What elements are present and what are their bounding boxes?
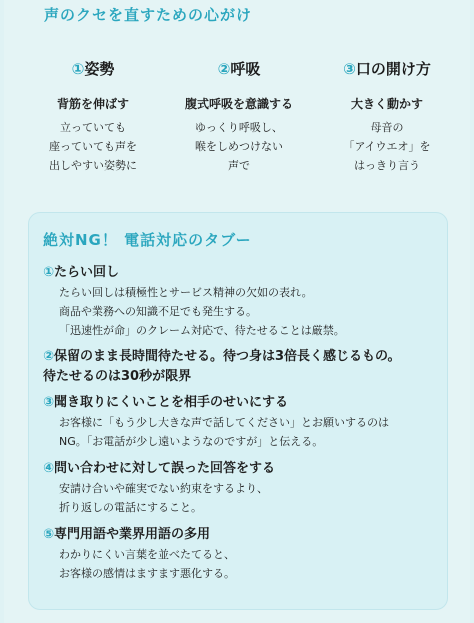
item-body: 安請け合いや確実でない約束をするより、 折り返しの電話にすること。 <box>59 482 268 514</box>
tip-body: 立っていても 座っていても声を 出しやすい姿勢に <box>49 121 137 172</box>
item-heading: 聞き取りにくいことを相手のせいにする <box>54 395 289 410</box>
item-body: お客様に「もう少し大きな声で話してください」とお願いするのは NG。「お電話が少し遠いようなのですが」と伝える。 <box>59 416 389 448</box>
tip-subtitle: 背筋を伸ばす <box>56 97 129 111</box>
tip-breathing <box>164 58 314 175</box>
item-heading: 保留のまま長時間待たせる。待つ身は3倍長く感じるもの。 待たせるのは30秒が限界 <box>43 349 401 384</box>
tip-mouth <box>312 58 462 175</box>
item-number: ④ <box>43 461 55 476</box>
ng-item <box>43 525 443 583</box>
ng-item <box>43 393 443 451</box>
tip-subtitle: 大きく動かす <box>350 97 423 111</box>
tip-number: ① <box>71 60 85 78</box>
item-body: わかりにくい言葉を並べたてると、 お客様の感情はますます悪化する。 <box>59 548 235 580</box>
item-number: ② <box>43 349 55 364</box>
item-number: ③ <box>43 395 55 410</box>
item-body: たらい回しは積極性とサービス精神の欠如の表れ。 商品や業務への知識不足でも発生する。 「迅速性が命」のクレーム対応で、待たせることは厳禁。 <box>59 286 345 337</box>
tip-body: 母音の 「アイウエオ」を はっきり言う <box>343 121 431 172</box>
tip-number: ③ <box>343 60 356 78</box>
ng-title: 絶対NG！ 電話対応のタブー <box>43 231 252 249</box>
page-title: 声のクセを直すための心がけ <box>44 6 253 24</box>
tip-posture <box>18 58 168 175</box>
item-number: ① <box>43 265 55 280</box>
ng-box <box>28 212 448 610</box>
item-heading: たらい回し <box>54 265 120 280</box>
item-heading: 問い合わせに対して誤った回答をする <box>54 461 276 476</box>
item-number: ⑤ <box>43 527 55 542</box>
tip-label: 姿勢 <box>84 60 115 78</box>
tip-number: ② <box>217 60 231 78</box>
tip-label: 口の開け方 <box>355 60 431 78</box>
tip-body: ゆっくり呼吸し、 喉をしめつけない 声で <box>195 121 283 172</box>
item-heading: 専門用語や業界用語の多用 <box>54 527 211 542</box>
ng-item <box>43 347 443 387</box>
tip-subtitle: 腹式呼吸を意識する <box>184 97 293 111</box>
tip-label: 呼吸 <box>230 60 261 78</box>
ng-item <box>43 459 443 517</box>
ng-item <box>43 263 443 340</box>
